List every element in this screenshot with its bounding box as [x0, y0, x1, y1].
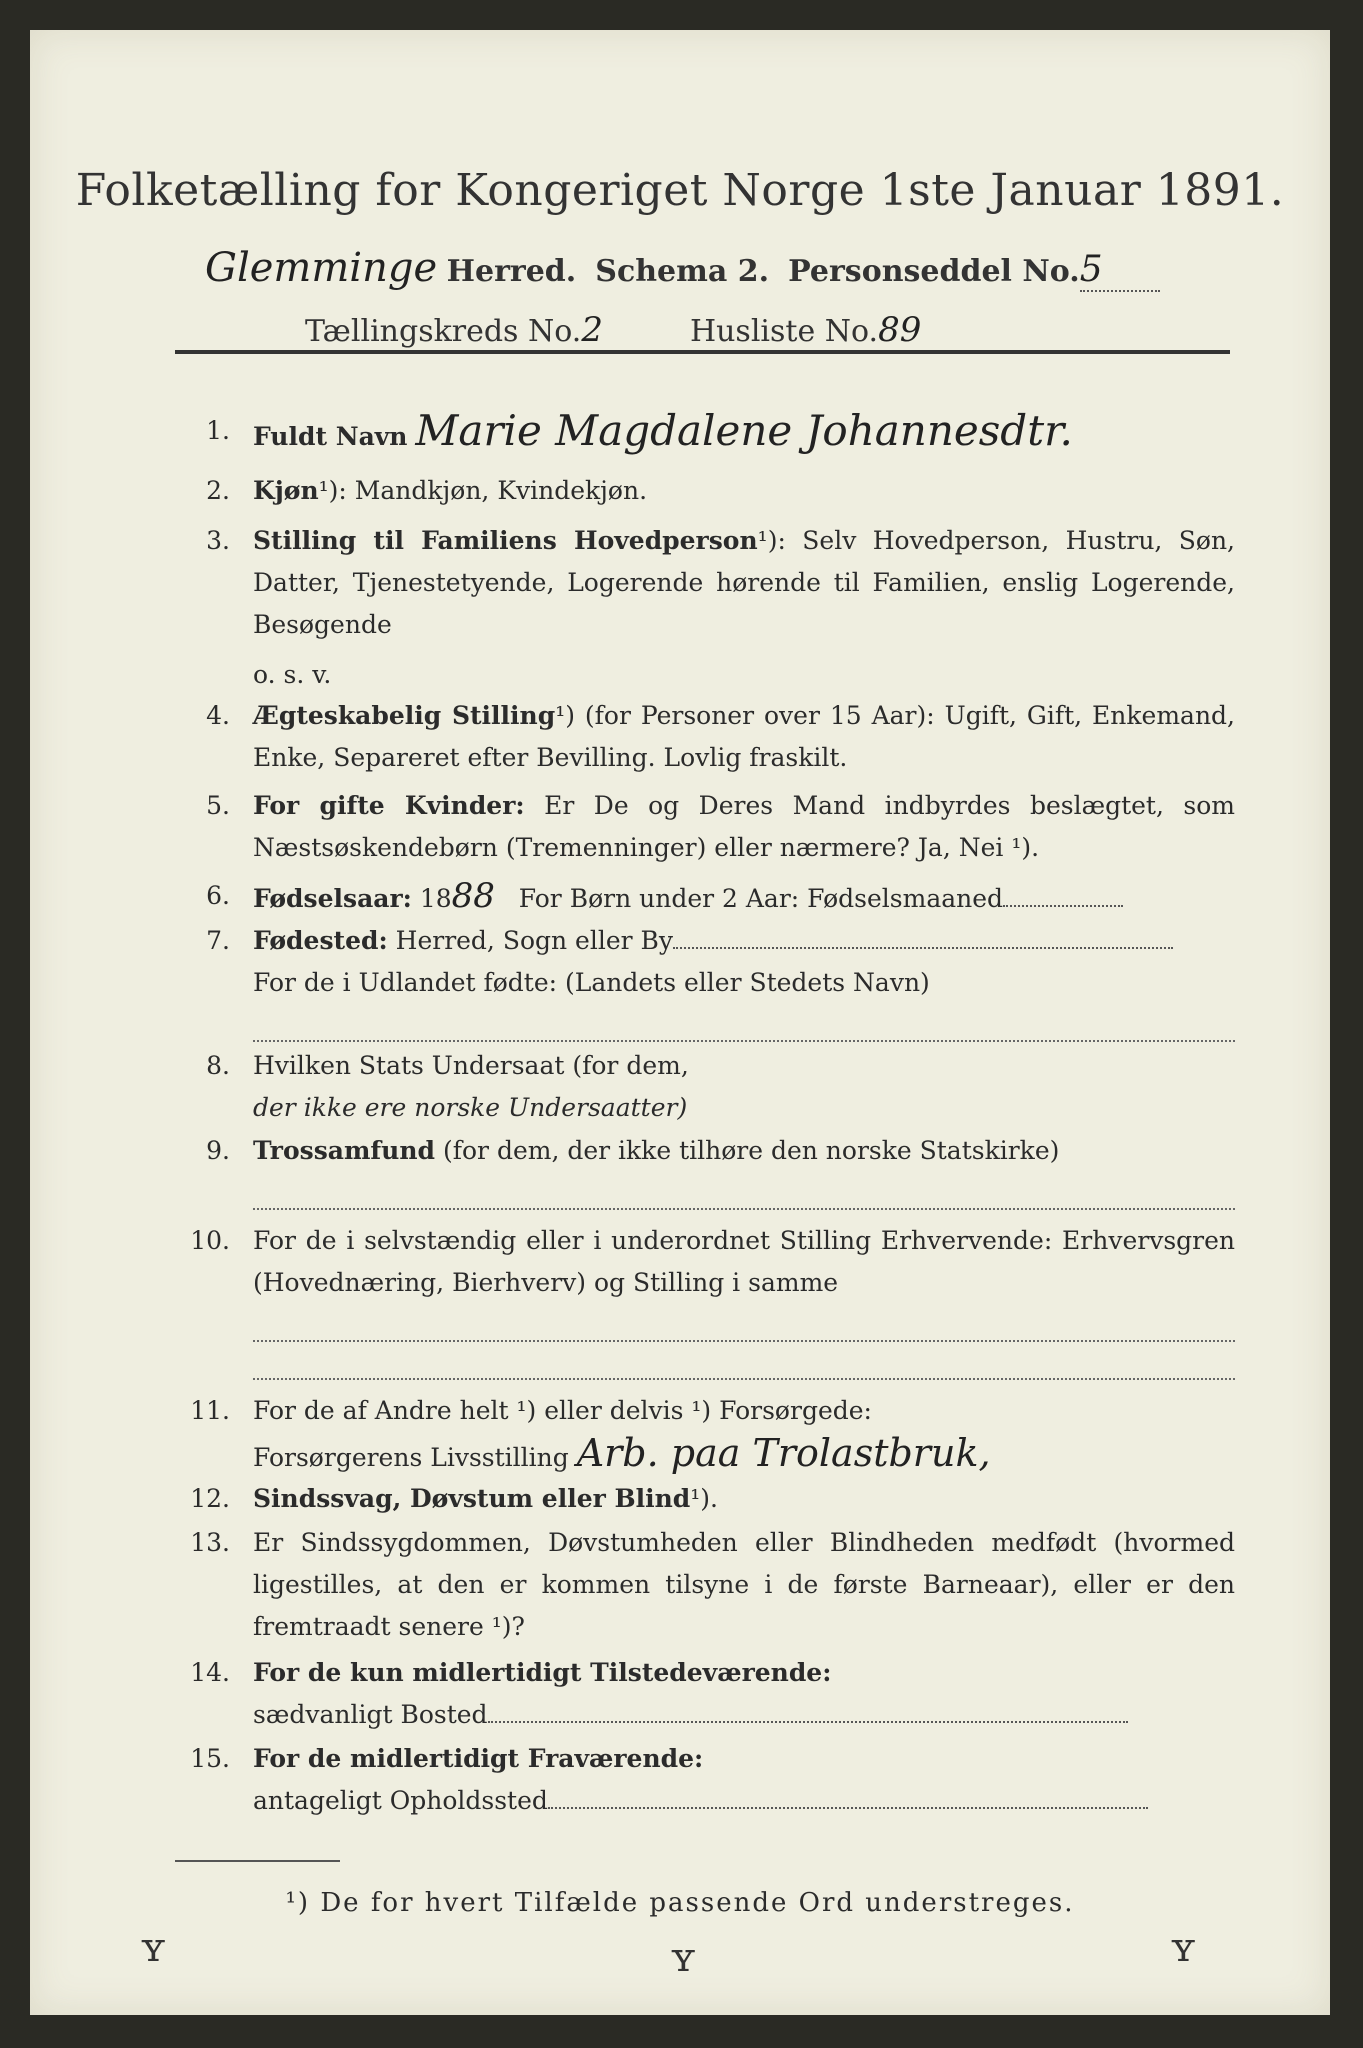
- footnote-rule: [175, 1860, 340, 1862]
- item-number: 7.: [206, 926, 230, 955]
- item-text: ¹).: [690, 1484, 719, 1513]
- pencil-mark: ʏ: [140, 1925, 167, 1971]
- item-number: 10.: [190, 1226, 230, 1255]
- header-rule: [175, 350, 1230, 354]
- item-text: ¹) (for Personer over 15 Aar): Ugift, Gift, Enkemand, Enke, Separeret efter Bevilling. Lovlig fraskilt.: [253, 701, 1235, 772]
- item-text: Er De og Deres Mand indbyrdes beslægtet, som Næstsøskendebørn (Tremenninger) eller nærmere? Ja, Nei ¹).: [253, 791, 1235, 862]
- herred-label: Herred.: [446, 254, 577, 289]
- census-form: [30, 30, 1330, 2015]
- item-number: 12.: [190, 1484, 230, 1513]
- personseddel-label: Personseddel No.: [788, 254, 1080, 289]
- item-number: 1.: [206, 416, 230, 445]
- item-number: 6.: [206, 881, 230, 910]
- year-prefix: 18: [419, 884, 452, 913]
- item-label: For de kun midlertidigt Tilstedeværende:: [253, 1658, 832, 1687]
- provider-occupation-value: Arb. paa Trolastbruk,: [576, 1431, 991, 1475]
- item-text-2: For de i Udlandet fødte: (Landets eller Stedets Navn): [253, 968, 930, 997]
- husliste-value: 89: [878, 310, 958, 352]
- item-number: 13.: [190, 1528, 230, 1557]
- item-label: For gifte Kvinder:: [253, 791, 525, 820]
- item-label: Trossamfund: [253, 1136, 436, 1165]
- husliste-label: Husliste No.: [689, 314, 879, 349]
- item-text: ¹): Mandkjøn, Kvindekjøn.: [318, 476, 648, 505]
- item-label: Stilling til Familiens Hovedperson: [253, 526, 758, 555]
- item-label: Fødested:: [253, 926, 388, 955]
- item-text: For de i selvstændig eller i underordnet Stilling Erhvervende: Erhvervsgren (Hovednæring, Bierhverv) og Stilling i samme: [253, 1226, 1235, 1297]
- item-text: Herred, Sogn eller By: [395, 926, 674, 955]
- item-number: 14.: [190, 1658, 230, 1687]
- item-label: Fuldt Navn: [253, 422, 408, 451]
- footnote: ¹) De for hvert Tilfælde passende Ord understreges.: [285, 1888, 1075, 1918]
- item-label: For de midlertidigt Fraværende:: [253, 1744, 704, 1773]
- item-number: 9.: [206, 1136, 230, 1165]
- item-text: (for dem,: [572, 1051, 689, 1080]
- item-label: Sindssvag, Døvstum eller Blind: [253, 1484, 691, 1513]
- kreds-value: 2: [581, 310, 661, 352]
- item-text: Er Sindssygdommen, Døvstumheden eller Blindheden medfødt (hvormed ligestilles, at den er kommen tilsyne i de første Barneaar), eller er den fremtraadt senere ¹)?: [253, 1528, 1235, 1641]
- item-text-2: der ikke ere norske Undersaatter): [253, 1093, 688, 1122]
- item-text-2: Forsørgerens Livsstilling: [253, 1443, 569, 1472]
- kreds-line: [305, 310, 958, 352]
- item-text-2: o. s. v.: [253, 660, 332, 689]
- item-number: 15.: [190, 1744, 230, 1773]
- item-text-2: sædvanligt Bosted: [253, 1700, 488, 1729]
- birth-year-value: 88: [451, 876, 495, 916]
- item-label: Fødselsaar:: [253, 884, 412, 913]
- full-name-value: Marie Magdalene Johannesdtr.: [415, 406, 1073, 455]
- item-number: 2.: [206, 476, 230, 505]
- herred-line: [205, 245, 1160, 292]
- item-text: (for dem, der ikke tilhøre den norske Statskirke): [442, 1136, 1060, 1165]
- item-text: For Børn under 2 Aar: Fødselsmaaned: [518, 884, 1004, 913]
- personseddel-value: 5: [1080, 249, 1160, 292]
- schema-label: Schema 2.: [595, 254, 770, 289]
- herred-value: Glemminge: [205, 245, 438, 291]
- kreds-label: Tællingskreds No.: [305, 314, 582, 349]
- pencil-mark: ʏ: [670, 1935, 697, 1981]
- item-number: 11.: [190, 1396, 230, 1425]
- item-label: Hvilken Stats Undersaat: [253, 1051, 565, 1080]
- item-label: Kjøn: [253, 476, 319, 505]
- item-number: 5.: [206, 791, 230, 820]
- item-number: 3.: [206, 526, 230, 555]
- item-number: 8.: [206, 1051, 230, 1080]
- item-number: 4.: [206, 701, 230, 730]
- item-text: For de af Andre helt ¹) eller delvis ¹) Forsørgede:: [253, 1396, 872, 1425]
- item-text: ¹): Selv Hovedperson, Hustru, Søn, Datter, Tjenestetyende, Logerende hørende til Familien, enslig Logerende, Besøgende: [253, 526, 1236, 639]
- form-title: Folketælling for Kongeriget Norge 1ste Januar 1891.: [75, 165, 1285, 216]
- item-text-2: antageligt Opholdssted: [253, 1786, 548, 1815]
- pencil-mark: ʏ: [1170, 1925, 1197, 1971]
- item-label: Ægteskabelig Stilling: [253, 701, 556, 730]
